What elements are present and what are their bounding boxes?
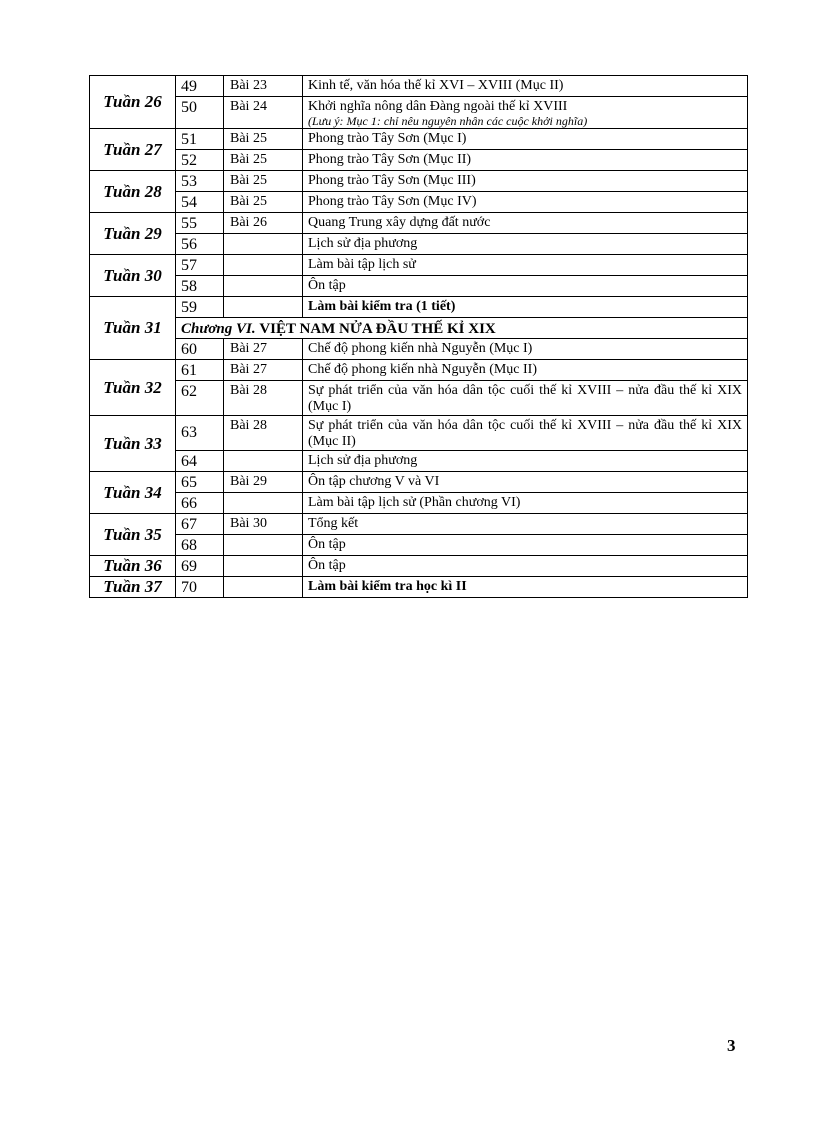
lesson-cell bbox=[224, 234, 303, 255]
lesson-cell bbox=[224, 451, 303, 472]
content-cell: Phong trào Tây Sơn (Mục II) bbox=[303, 150, 748, 171]
period-cell: 63 bbox=[176, 416, 224, 451]
week-cell: Tuần 36 bbox=[90, 556, 176, 577]
period-cell: 56 bbox=[176, 234, 224, 255]
lesson-cell: Bài 24 bbox=[224, 97, 303, 129]
lesson-cell: Bài 28 bbox=[224, 381, 303, 416]
period-cell: 52 bbox=[176, 150, 224, 171]
lesson-cell: Bài 25 bbox=[224, 192, 303, 213]
lesson-cell bbox=[224, 276, 303, 297]
table-row bbox=[90, 493, 748, 514]
period-cell: 69 bbox=[176, 556, 224, 577]
period-cell: 64 bbox=[176, 451, 224, 472]
content-cell: Tổng kết bbox=[303, 514, 748, 535]
content-cell: Sự phát triển của văn hóa dân tộc cuối thế kỉ XVIII – nửa đầu thế kỉ XIX (Mục II) bbox=[303, 416, 748, 451]
period-cell: 62 bbox=[176, 381, 224, 416]
period-cell: 66 bbox=[176, 493, 224, 514]
table-row bbox=[90, 76, 748, 97]
week-cell: Tuần 37 bbox=[90, 577, 176, 598]
content-cell: Làm bài kiểm tra học kì II bbox=[303, 577, 748, 598]
lesson-cell bbox=[224, 535, 303, 556]
content-cell: Chế độ phong kiến nhà Nguyễn (Mục II) bbox=[303, 360, 748, 381]
table-row bbox=[90, 192, 748, 213]
week-cell: Tuần 29 bbox=[90, 213, 176, 255]
lesson-cell bbox=[224, 556, 303, 577]
period-cell: 58 bbox=[176, 276, 224, 297]
content-text: Khởi nghĩa nông dân Đàng ngoài thế kỉ XVIII bbox=[308, 99, 568, 114]
week-cell: Tuần 32 bbox=[90, 360, 176, 416]
period-cell: 61 bbox=[176, 360, 224, 381]
period-cell: 70 bbox=[176, 577, 224, 598]
content-cell: Làm bài tập lịch sử bbox=[303, 255, 748, 276]
lesson-cell: Bài 27 bbox=[224, 360, 303, 381]
period-cell: 55 bbox=[176, 213, 224, 234]
lesson-cell bbox=[224, 493, 303, 514]
lesson-cell: Bài 29 bbox=[224, 472, 303, 493]
page-number: 3 bbox=[727, 1036, 736, 1055]
table-row bbox=[90, 97, 748, 129]
week-cell: Tuần 28 bbox=[90, 171, 176, 213]
content-cell: Phong trào Tây Sơn (Mục III) bbox=[303, 171, 748, 192]
table-row bbox=[90, 171, 748, 192]
lesson-cell: Bài 25 bbox=[224, 150, 303, 171]
table-row bbox=[90, 234, 748, 255]
table-row bbox=[90, 150, 748, 171]
lesson-cell: Bài 30 bbox=[224, 514, 303, 535]
table-row bbox=[90, 451, 748, 472]
period-cell: 49 bbox=[176, 76, 224, 97]
content-cell: Làm bài kiểm tra (1 tiết) bbox=[303, 297, 748, 318]
week-cell: Tuần 26 bbox=[90, 76, 176, 129]
period-cell: 54 bbox=[176, 192, 224, 213]
period-cell: 57 bbox=[176, 255, 224, 276]
content-cell: Quang Trung xây dựng đất nước bbox=[303, 213, 748, 234]
week-cell: Tuần 30 bbox=[90, 255, 176, 297]
content-cell: Lịch sử địa phương bbox=[303, 234, 748, 255]
period-cell: 59 bbox=[176, 297, 224, 318]
content-cell: Phong trào Tây Sơn (Mục I) bbox=[303, 129, 748, 150]
lesson-cell: Bài 23 bbox=[224, 76, 303, 97]
week-cell: Tuần 31 bbox=[90, 297, 176, 360]
content-cell bbox=[303, 97, 748, 129]
content-cell: Làm bài tập lịch sử (Phần chương VI) bbox=[303, 493, 748, 514]
table-row bbox=[90, 360, 748, 381]
lesson-cell bbox=[224, 255, 303, 276]
table-row bbox=[90, 129, 748, 150]
content-cell: Kinh tế, văn hóa thế kỉ XVI – XVIII (Mục II) bbox=[303, 76, 748, 97]
chapter-heading bbox=[176, 318, 748, 339]
content-cell: Phong trào Tây Sơn (Mục IV) bbox=[303, 192, 748, 213]
lesson-cell: Bài 28 bbox=[224, 416, 303, 451]
table-row bbox=[90, 339, 748, 360]
table-row bbox=[90, 535, 748, 556]
table-row bbox=[90, 577, 748, 598]
content-cell: Ôn tập bbox=[303, 535, 748, 556]
lesson-cell: Bài 25 bbox=[224, 171, 303, 192]
period-cell: 53 bbox=[176, 171, 224, 192]
table-row bbox=[90, 213, 748, 234]
content-cell: Chế độ phong kiến nhà Nguyễn (Mục I) bbox=[303, 339, 748, 360]
content-cell: Sự phát triển của văn hóa dân tộc cuối thế kỉ XVIII – nửa đầu thế kỉ XIX (Mục I) bbox=[303, 381, 748, 416]
period-cell: 60 bbox=[176, 339, 224, 360]
table-row bbox=[90, 514, 748, 535]
content-cell: Ôn tập bbox=[303, 556, 748, 577]
chapter-title: VIỆT NAM NỬA ĐẦU THẾ KỈ XIX bbox=[259, 321, 496, 337]
period-cell: 67 bbox=[176, 514, 224, 535]
content-cell: Ôn tập chương V và VI bbox=[303, 472, 748, 493]
lesson-cell: Bài 27 bbox=[224, 339, 303, 360]
period-cell: 50 bbox=[176, 97, 224, 129]
week-cell: Tuần 35 bbox=[90, 514, 176, 556]
lesson-cell: Bài 25 bbox=[224, 129, 303, 150]
content-cell: Ôn tập bbox=[303, 276, 748, 297]
lesson-cell bbox=[224, 577, 303, 598]
table-row bbox=[90, 297, 748, 318]
week-cell: Tuần 34 bbox=[90, 472, 176, 514]
period-cell: 65 bbox=[176, 472, 224, 493]
week-cell: Tuần 33 bbox=[90, 416, 176, 472]
table-row bbox=[90, 255, 748, 276]
chapter-label: Chương VI. bbox=[181, 321, 256, 337]
lesson-cell: Bài 26 bbox=[224, 213, 303, 234]
content-cell: Lịch sử địa phương bbox=[303, 451, 748, 472]
table-row bbox=[90, 381, 748, 416]
week-cell: Tuần 27 bbox=[90, 129, 176, 171]
lesson-schedule-table bbox=[89, 75, 748, 598]
chapter-row bbox=[90, 318, 748, 339]
period-cell: 68 bbox=[176, 535, 224, 556]
period-cell: 51 bbox=[176, 129, 224, 150]
table-row bbox=[90, 276, 748, 297]
table-row bbox=[90, 416, 748, 451]
table-row bbox=[90, 556, 748, 577]
lesson-cell bbox=[224, 297, 303, 318]
table-row bbox=[90, 472, 748, 493]
content-note: (Lưu ý: Mục 1: chỉ nêu nguyên nhân các cuộc khởi nghĩa) bbox=[308, 114, 588, 128]
